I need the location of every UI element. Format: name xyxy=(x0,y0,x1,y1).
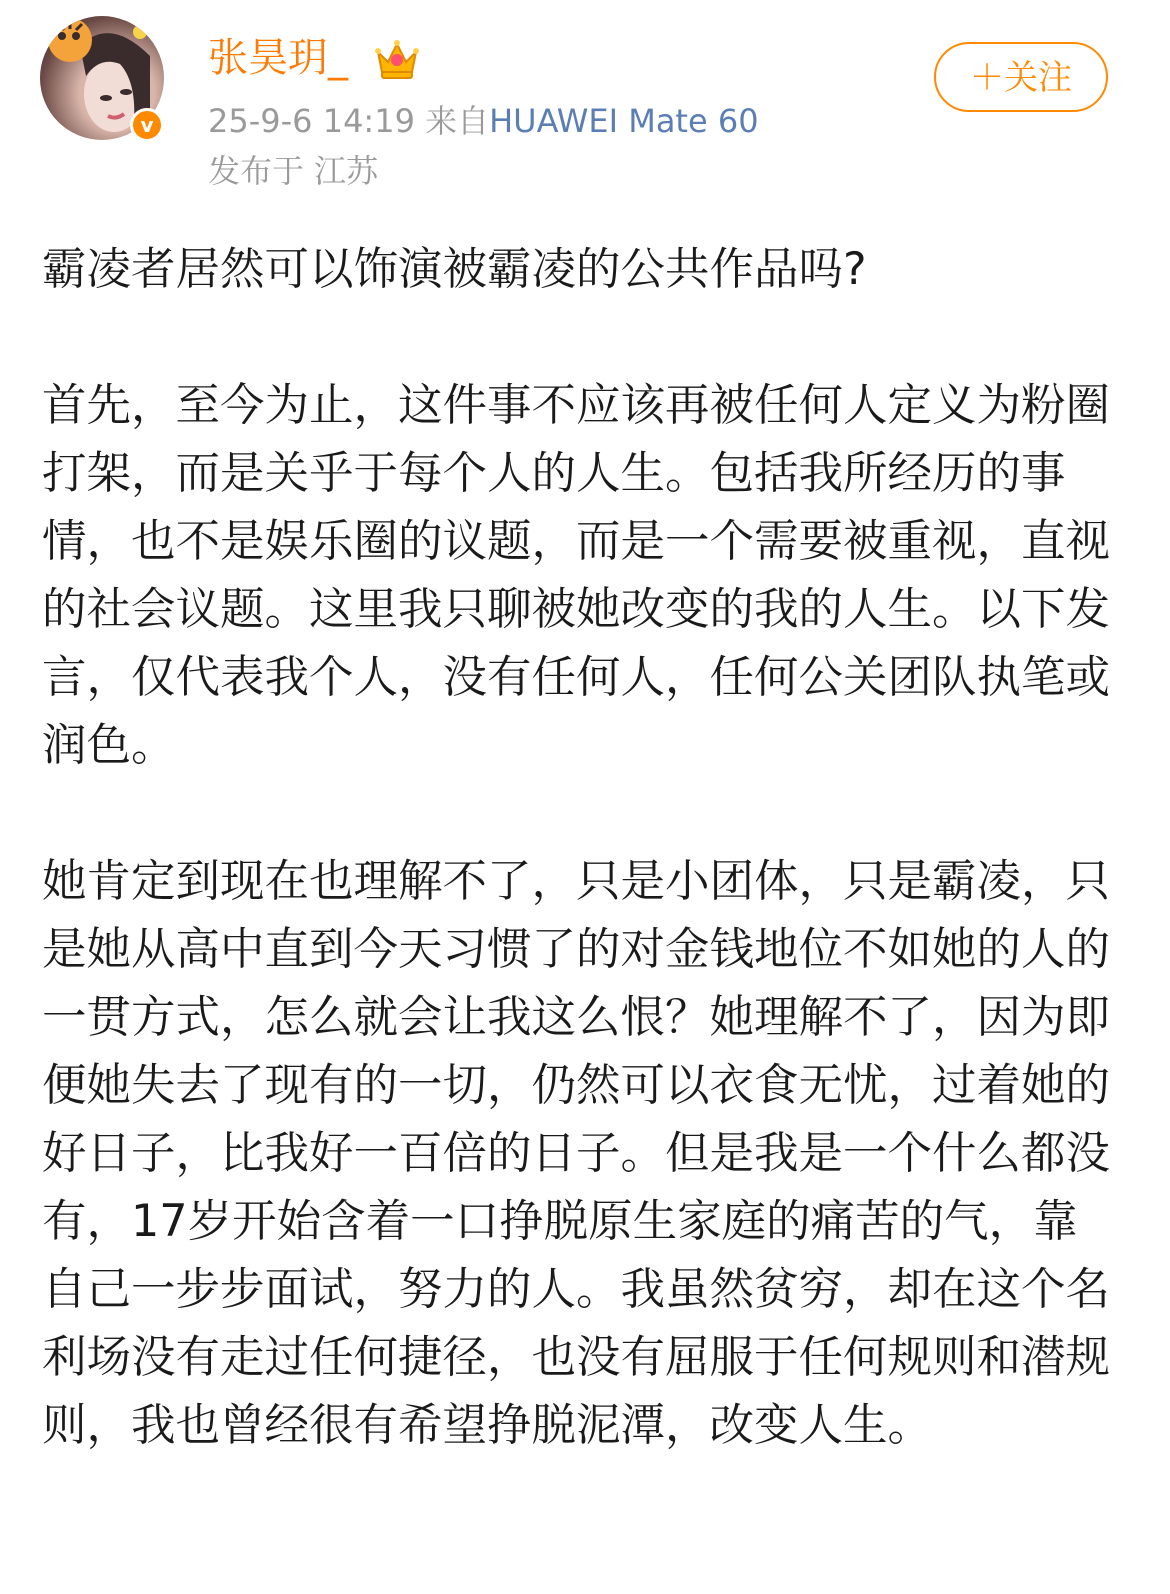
post-content xyxy=(42,236,1112,1460)
post-header xyxy=(0,0,1170,210)
post-paragraph: 首先，至今为止，这件事不应该再被任何人定义为粉圈打架，而是关乎于每个人的人生。包括我所经历的事情，也不是娱乐圈的议题，而是一个需要被重视，直视的社会议题。这里我只聊被她改变的我的人生。以下发言，仅代表我个人，没有任何人，任何公关团队执笔或润色。 xyxy=(42,380,1111,771)
post-timestamp: 25-9-6 14:19 xyxy=(208,102,415,140)
crown-icon xyxy=(374,38,420,80)
post-location: 发布于 江苏 xyxy=(208,152,379,190)
username[interactable]: 张昊玥_ xyxy=(208,35,348,81)
device-link[interactable]: HUAWEI Mate 60 xyxy=(489,102,759,140)
post-paragraph: 她肯定到现在也理解不了，只是小团体，只是霸凌，只是她从高中直到今天习惯了的对金钱地位不如她的人的一贯方式，怎么就会让我这么恨？她理解不了，因为即便她失去了现有的一切，仍然可以衣食无忧，过着她的好日子，比我好一百倍的日子。但是我是一个什么都没有，17岁开始含着一口挣脱原生家庭的痛苦的气，靠自己一步步面试，努力的人。我虽然贫穷，却在这个名利场没有走过任何捷径，也没有屈服于任何规则和潜规则，我也曾经很有希望挣脱泥潭，改变人生。 xyxy=(42,856,1111,1451)
source-prefix: 来自 xyxy=(425,102,490,140)
verified-v-icon: v xyxy=(130,108,164,142)
post-paragraph: 霸凌者居然可以饰演被霸凌的公共作品吗? xyxy=(42,244,867,295)
follow-button[interactable]: ＋关注 xyxy=(934,42,1108,112)
post-meta xyxy=(208,98,759,144)
